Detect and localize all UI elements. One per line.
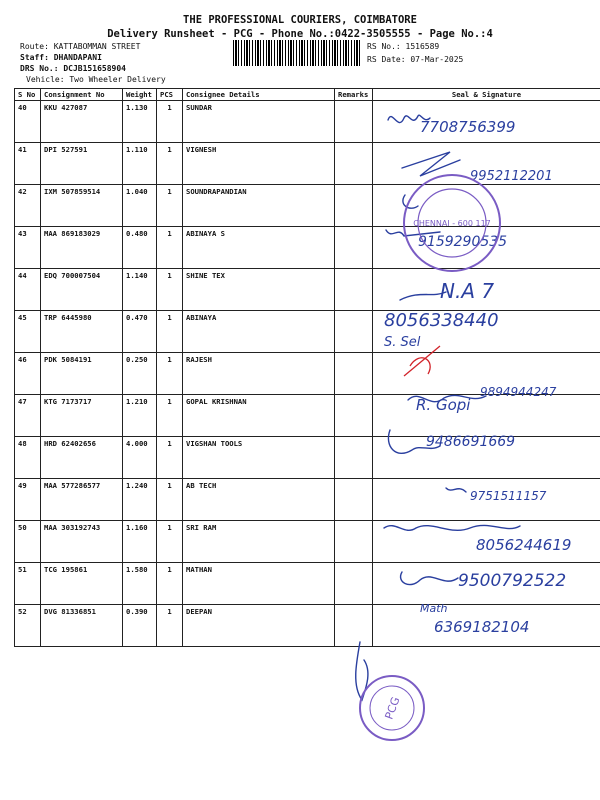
consignment-cell: DVG 81336851 [41,605,123,647]
sno-cell: 47 [15,395,41,437]
name-row-45: S. Sel [384,335,421,350]
weight-cell: 1.210 [123,395,157,437]
table-row [15,395,600,437]
remarks-cell [335,101,373,143]
weight-cell: 4.000 [123,437,157,479]
column-header: Consignment No [41,89,123,101]
weight-cell: 0.390 [123,605,157,647]
signature-cell [373,563,600,605]
signature-cell [373,227,600,269]
handwriting-row-44: N.A 7 [440,279,495,303]
weight-cell: 1.110 [123,143,157,185]
signature-cell [373,437,600,479]
table-row [15,269,600,311]
rs-date: RS Date: 07-Mar-2025 [367,55,464,64]
consignee-cell: VIGNESH [183,143,335,185]
pcs-cell: 1 [157,185,183,227]
pcs-cell: 1 [157,563,183,605]
pcs-cell: 1 [157,395,183,437]
sno-cell: 51 [15,563,41,605]
weight-cell: 1.140 [123,269,157,311]
weight-cell: 0.470 [123,311,157,353]
weight-cell: 0.480 [123,227,157,269]
table-row [15,143,600,185]
phone-row-47: 9894944247 [480,385,557,399]
remarks-cell [335,437,373,479]
table-row [15,227,600,269]
consignment-cell: MAA 869183029 [41,227,123,269]
consignment-cell: MAA 577286577 [41,479,123,521]
remarks-cell [335,185,373,227]
consignment-cell: HRD 62402656 [41,437,123,479]
sno-cell: 40 [15,101,41,143]
consignee-cell: DEEPAN [183,605,335,647]
remarks-cell [335,311,373,353]
pcs-cell: 1 [157,353,183,395]
sno-cell: 49 [15,479,41,521]
remarks-cell [335,479,373,521]
route-label: Route: KATTABOMMAN STREET [20,42,141,51]
consignee-cell: SHINE TEX [183,269,335,311]
weight-cell: 0.250 [123,353,157,395]
table-row [15,311,600,353]
consignee-cell: VIGSHAN TOOLS [183,437,335,479]
consignee-cell: ABINAYA S [183,227,335,269]
pcs-cell: 1 [157,101,183,143]
sno-cell: 44 [15,269,41,311]
phone-row-45: 8056338440 [384,310,499,331]
column-header: Consignee Details [183,89,335,101]
pcs-cell: 1 [157,479,183,521]
drs-number: DRS No.: DCJB151658904 [20,64,126,73]
signature-cell [373,521,600,563]
consignment-cell: PDK 5084191 [41,353,123,395]
remarks-cell [335,269,373,311]
pcs-cell: 1 [157,437,183,479]
table-row [15,563,600,605]
table-row [15,479,600,521]
consignment-cell: TRP 6445980 [41,311,123,353]
sno-cell: 43 [15,227,41,269]
column-header: Remarks [335,89,373,101]
pcs-cell: 1 [157,311,183,353]
pcs-cell: 1 [157,605,183,647]
signature-cell [373,479,600,521]
phone-row-51: 9500792522 [458,571,567,591]
column-header: PCS [157,89,183,101]
signature-cell [373,605,600,647]
rs-number: RS No.: 1516589 [367,42,440,51]
runsheet-subtitle: Delivery Runsheet - PCG - Phone No.:0422-3505555 - Page No.:4 [107,28,493,40]
remarks-cell [335,563,373,605]
consignee-cell: MATHAN [183,563,335,605]
consignment-cell: TCG 195861 [41,563,123,605]
phone-row-40: 7708756399 [420,118,516,136]
weight-cell: 1.130 [123,101,157,143]
column-header: Seal & Signature [373,89,600,101]
consignee-cell: SRI RAM [183,521,335,563]
sno-cell: 48 [15,437,41,479]
table-row [15,521,600,563]
sno-cell: 42 [15,185,41,227]
column-header: S No [15,89,41,101]
signature-cell [373,185,600,227]
phone-row-50: 8056244619 [476,536,572,554]
sno-cell: 52 [15,605,41,647]
signature-cell [373,269,600,311]
column-header: Weight [123,89,157,101]
consignee-cell: SOUNDRAPANDIAN [183,185,335,227]
signature-cell [373,353,600,395]
phone-row-48: 9486691669 [426,434,516,450]
consignee-cell: ABINAYA [183,311,335,353]
consignment-cell: MAA 303192743 [41,521,123,563]
consignment-cell: KKU 427087 [41,101,123,143]
remarks-cell [335,521,373,563]
consignment-cell: EDQ 700007504 [41,269,123,311]
remarks-cell [335,395,373,437]
remarks-cell [335,227,373,269]
consignment-cell: KTG 7173717 [41,395,123,437]
name-row-52: Math [420,602,448,615]
remarks-cell [335,605,373,647]
tick-mark [356,642,368,700]
weight-cell: 1.160 [123,521,157,563]
runsheet-table [14,88,600,647]
table-header-row [15,89,600,101]
phone-row-41: 9952112201 [470,169,553,184]
sno-cell: 41 [15,143,41,185]
phone-row-49: 9751511157 [470,489,547,503]
sno-cell: 46 [15,353,41,395]
table-row [15,185,600,227]
table-row [15,437,600,479]
weight-cell: 1.040 [123,185,157,227]
consignee-cell: AB TECH [183,479,335,521]
remarks-cell [335,143,373,185]
pcg-stamp-text: PCG [382,695,403,722]
weight-cell: 1.240 [123,479,157,521]
table-row [15,101,600,143]
weight-cell: 1.580 [123,563,157,605]
signature-cell [373,143,600,185]
phone-row-43: 9159290535 [418,234,508,250]
sno-cell: 50 [15,521,41,563]
pcs-cell: 1 [157,227,183,269]
pcs-cell: 1 [157,143,183,185]
table-row [15,605,600,647]
consignment-cell: IXM 507859514 [41,185,123,227]
signature-cell [373,395,600,437]
consignment-cell: DPI 527591 [41,143,123,185]
barcode [233,40,361,66]
pcs-cell: 1 [157,521,183,563]
pcg-stamp [360,676,424,740]
phone-row-52: 6369182104 [434,618,530,636]
pcs-cell: 1 [157,269,183,311]
company-title: THE PROFESSIONAL COURIERS, COIMBATORE [183,14,417,26]
stamp-text: CHENNAI - 600 117 [413,219,491,228]
name-row-47: R. Gopi [416,396,471,414]
staff-label: Staff: DHANDAPANI [20,53,102,62]
consignee-cell: SUNDAR [183,101,335,143]
consignee-cell: GOPAL KRISHNAN [183,395,335,437]
table-row [15,353,600,395]
signature-cell [373,311,600,353]
sno-cell: 45 [15,311,41,353]
signature-cell [373,101,600,143]
consignee-cell: RAJESH [183,353,335,395]
remarks-cell [335,353,373,395]
vehicle-label: Vehicle: Two Wheeler Delivery [26,75,166,84]
